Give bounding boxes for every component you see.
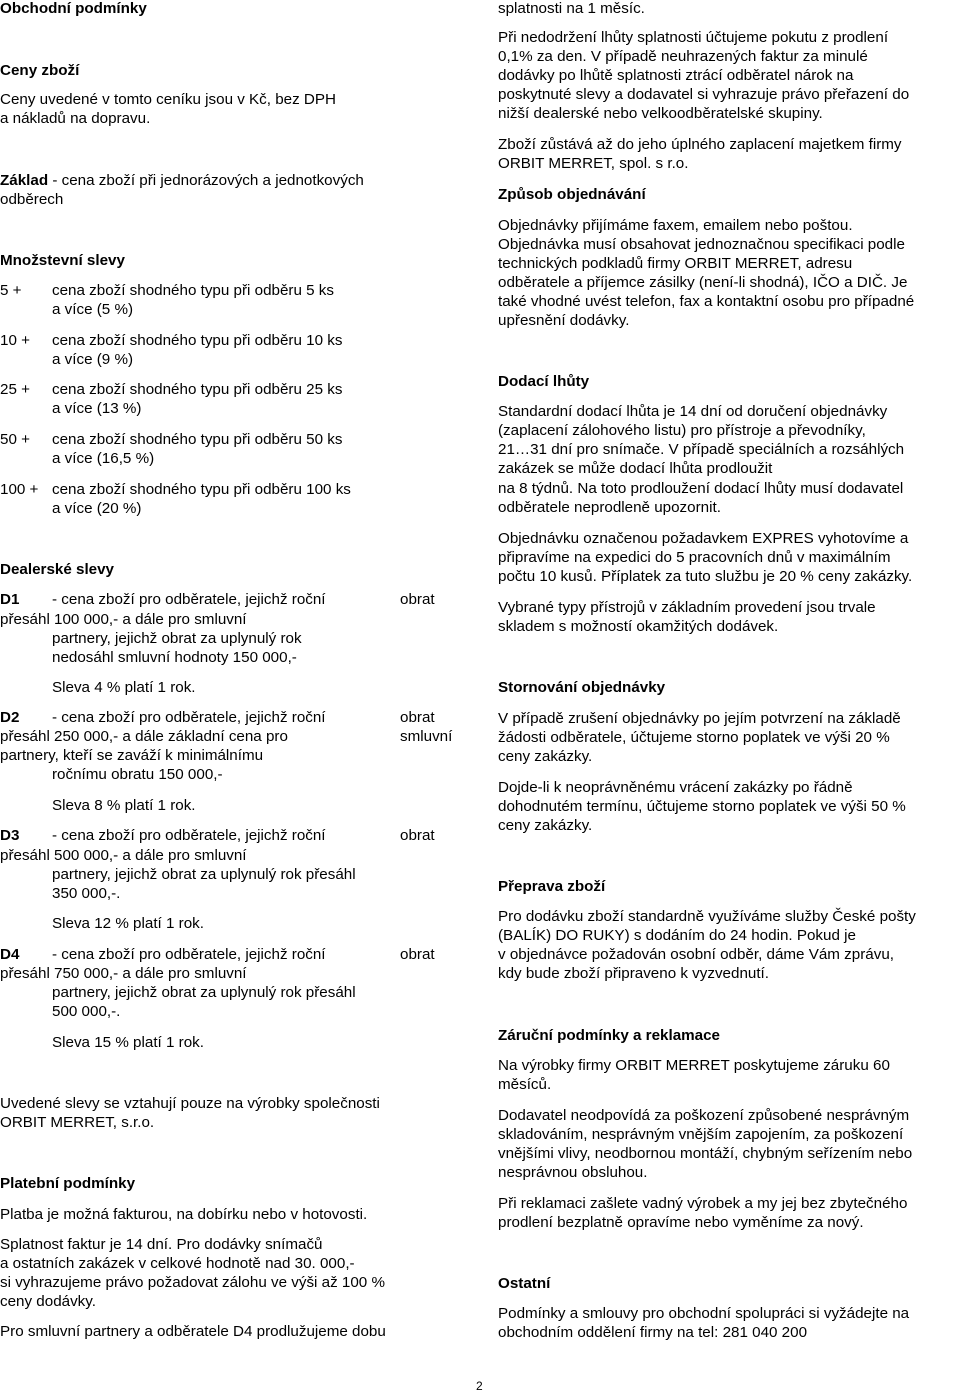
- zaklad-line: odběrech: [0, 191, 64, 208]
- objednavky-line: Objednávky přijímáme faxem, emailem nebo poštou.: [498, 217, 853, 234]
- storno-line: Dojde-li k neoprávněnému vrácení zakázky po řádně: [498, 779, 853, 796]
- dealer-text: - cena zboží pro odběratele, jejichž roční: [52, 591, 326, 608]
- dealer-text: 350 000,-.: [52, 885, 121, 902]
- dealer-sleva: Sleva 12 % platí 1 rok.: [52, 915, 204, 932]
- ostatni-line: obchodním oddělení firmy na tel: 281 040 200: [498, 1324, 808, 1341]
- uvedene-line: Uvedené slevy se vztahují pouze na výrobky společnosti: [0, 1095, 380, 1112]
- ceny-intro-line: Ceny uvedené v tomto ceníku jsou v Kč, bez DPH: [0, 91, 336, 108]
- ceny-intro-line: a nákladů na dopravu.: [0, 110, 151, 127]
- mnozstevni-label: 10 +: [0, 332, 30, 349]
- zaruka-line: měsíců.: [498, 1076, 552, 1093]
- dealer-text: přesáhl 750 000,- a dále pro smluvní: [0, 965, 247, 982]
- expres-line: Objednávku označenou požadavkem EXPRES vyhotovíme a: [498, 530, 909, 547]
- zaklad-label: Základ: [0, 172, 49, 189]
- pokuta-line: Při nedodržení lhůty splatnosti účtujeme pokutu z prodlení: [498, 29, 889, 46]
- platebni-heading: Platební podmínky: [0, 1175, 136, 1192]
- dealer-text: obrat: [400, 709, 435, 726]
- dealer-label: D2: [0, 709, 20, 726]
- objednavky-line: také vhodné uvést telefon, fax a kontaktní osobu pro případné: [498, 293, 915, 310]
- storno-line: V případě zrušení objednávky po jejím potvrzení na základě: [498, 710, 901, 727]
- mnozstevni-text: cena zboží shodného typu při odběru 25 ks: [52, 381, 343, 398]
- document-title: Obchodní podmínky: [0, 0, 147, 17]
- mnozstevni-text: a více (9 %): [52, 351, 134, 368]
- dealer-text: přesáhl 100 000,- a dále pro smluvní: [0, 611, 247, 628]
- dodaci-line: 21…31 dní pro snímače. V případě speciálních a rozsáhlých: [498, 441, 905, 458]
- objednavky-line: odběratele a příjemce zásilky (není-li shodná), IČO a DIČ. Je: [498, 274, 908, 291]
- dodaci-line: na 8 týdnů. Na toto prodloužení dodací lhůty musí dodavatel: [498, 480, 904, 497]
- objednavky-line: technických podkladů firmy ORBIT MERRET, adresu: [498, 255, 853, 272]
- dealer-text: 500 000,-.: [52, 1003, 121, 1020]
- dodaci-line: zakázek se může dodací lhůta prodloužit: [498, 460, 773, 477]
- storno-line: ceny zakázky.: [498, 748, 593, 765]
- mnozstevni-text: cena zboží shodného typu při odběru 5 ks: [52, 282, 334, 299]
- mnozstevni-label: 100 +: [0, 481, 39, 498]
- pokuta-line: dodávky po lhůtě splatnosti ztrácí odběratel nárok na: [498, 67, 854, 84]
- dodaci-line: Standardní dodací lhůta je 14 dní od doručení objednávky: [498, 403, 888, 420]
- splatnosti-line: splatnosti na 1 měsíc.: [498, 0, 645, 17]
- mnozstevni-text: a více (20 %): [52, 500, 142, 517]
- zaruka-line: Na výrobky firmy ORBIT MERRET poskytujeme záruku 60: [498, 1057, 890, 1074]
- uvedene-line: ORBIT MERRET, s.r.o.: [0, 1114, 155, 1131]
- expres-line: počtu 10 kusů. Příplatek za tuto službu je 20 % ceny zakázky.: [498, 568, 913, 585]
- zpusob-heading: Způsob objednávání: [498, 186, 646, 203]
- preprava-line: v objednávce požadován osobní odběr, dáme Vám zprávu,: [498, 946, 894, 963]
- dealer-label: D4: [0, 946, 20, 963]
- dealer-text: smluvní: [400, 728, 453, 745]
- mnozstevni-text: cena zboží shodného typu při odběru 10 ks: [52, 332, 343, 349]
- preprava-line: kdy bude zboží připraveno k vyzvednutí.: [498, 965, 769, 982]
- zarucni-heading: Záruční podmínky a reklamace: [498, 1027, 720, 1044]
- dealer-text: - cena zboží pro odběratele, jejichž roční: [52, 827, 326, 844]
- expres-line: připravíme na expedici do 5 pracovních dnů v maximálním: [498, 549, 891, 566]
- preprava-line: (BALÍK) DO RUKY) s dodáním do 24 hodin. Pokud je: [498, 927, 856, 944]
- dealerske-heading: Dealerské slevy: [0, 561, 115, 578]
- vybrane-line: Vybrané typy přístrojů v základním provedení jsou trvale: [498, 599, 876, 616]
- dealer-text: obrat: [400, 827, 435, 844]
- dodaci-line: (zaplacení zálohového listu) pro přístroje a převodníky,: [498, 422, 866, 439]
- ostatni-heading: Ostatní: [498, 1275, 551, 1292]
- objednavky-line: Objednávka musí obsahovat jednoznačnou specifikaci podle: [498, 236, 905, 253]
- pokuta-line: poskytnuté slevy a dodavatel si vyhrazuje právo přeřazení do: [498, 86, 910, 103]
- dealer-text: obrat: [400, 946, 435, 963]
- reklamace-line: Při reklamaci zašlete vadný výrobek a my jej bez zbytečného: [498, 1195, 908, 1212]
- mnozstevni-label: 50 +: [0, 431, 30, 448]
- dodavatel-line: nesprávnou obsluhou.: [498, 1164, 648, 1181]
- storno-line: žádosti odběratele, účtujeme storno poplatek ve výši 20 %: [498, 729, 890, 746]
- mnozstevni-text: a více (16,5 %): [52, 450, 155, 467]
- mnozstevni-label: 5 +: [0, 282, 22, 299]
- pokuta-line: nižší dealerské nebo velkoodběratelské skupiny.: [498, 105, 823, 122]
- dealer-text: ročnímu obratu 150 000,-: [52, 766, 223, 783]
- zaklad-text: - cena zboží při jednorázových a jednotkových: [48, 172, 364, 189]
- dealer-sleva: Sleva 4 % platí 1 rok.: [52, 679, 196, 696]
- zaklad-line: [0, 171, 364, 191]
- mnozstevni-text: cena zboží shodného typu při odběru 100 ks: [52, 481, 351, 498]
- majetek-line: ORBIT MERRET, spol. s r.o.: [498, 155, 689, 172]
- preprava-heading: Přeprava zboží: [498, 878, 606, 895]
- dealer-text: partnery, jejichž obrat za uplynulý rok přesáhl: [52, 866, 356, 883]
- dealer-text: přesáhl 250 000,- a dále základní cena pro: [0, 728, 288, 745]
- dealer-text: - cena zboží pro odběratele, jejichž roční: [52, 946, 326, 963]
- reklamace-line: prodlení bezplatně opravíme nebo vyměníme za nový.: [498, 1214, 864, 1231]
- storno-line: ceny zakázky.: [498, 817, 593, 834]
- dealer-text: partnery, jejichž obrat za uplynulý rok: [52, 630, 302, 647]
- dealer-text: obrat: [400, 591, 435, 608]
- dealer-text: partnery, jejichž obrat za uplynulý rok přesáhl: [52, 984, 356, 1001]
- dealer-text: nedosáhl smluvní hodnoty 150 000,-: [52, 649, 297, 666]
- vybrane-line: skladem s možností okamžitých dodávek.: [498, 618, 779, 635]
- pokuta-line: 0,1% za den. V případě neuhrazených faktur za minulé: [498, 48, 868, 65]
- storno-heading: Stornování objednávky: [498, 679, 666, 696]
- mnozstevni-text: cena zboží shodného typu při odběru 50 ks: [52, 431, 343, 448]
- splatnost-line: Splatnost faktur je 14 dní. Pro dodávky snímačů: [0, 1236, 323, 1253]
- majetek-line: Zboží zůstává až do jeho úplného zaplacení majetkem firmy: [498, 136, 902, 153]
- dealer-label: D1: [0, 591, 20, 608]
- dealer-text: partnery, kteří se zaváží k minimálnímu: [0, 747, 264, 764]
- smluvni-partneri-line: Pro smluvní partnery a odběratele D4 prodlužujeme dobu: [0, 1323, 386, 1340]
- dodavatel-line: vnějšími vlivy, neodbornou montáží, chybným seřízením nebo: [498, 1145, 913, 1162]
- dodavatel-line: Dodavatel neodpovídá za poškození způsobené nesprávným: [498, 1107, 910, 1124]
- objednavky-line: upřesnění dodávky.: [498, 312, 630, 329]
- dealer-sleva: Sleva 15 % platí 1 rok.: [52, 1034, 204, 1051]
- dodaci-line: odběratele neprodleně upozornit.: [498, 499, 721, 516]
- mnozstevni-text: a více (13 %): [52, 400, 142, 417]
- mnozstevni-text: a více (5 %): [52, 301, 134, 318]
- dodavatel-line: skladováním, nesprávným vnějším zapojením, za poškození: [498, 1126, 904, 1143]
- splatnost-line: ceny dodávky.: [0, 1293, 96, 1310]
- dealer-text: - cena zboží pro odběratele, jejichž roční: [52, 709, 326, 726]
- dodaci-heading: Dodací lhůty: [498, 373, 590, 390]
- page-number: 2: [476, 1379, 483, 1393]
- dealer-text: přesáhl 500 000,- a dále pro smluvní: [0, 847, 247, 864]
- storno-line: dohodnutém termínu, účtujeme storno poplatek ve výši 50 %: [498, 798, 906, 815]
- mnozstevni-label: 25 +: [0, 381, 30, 398]
- splatnost-line: a ostatních zakázek v celkové hodnotě nad 30. 000,-: [0, 1255, 355, 1272]
- dealer-label: D3: [0, 827, 20, 844]
- splatnost-line: si vyhrazujeme právo požadovat zálohu ve výši až 100 %: [0, 1274, 385, 1291]
- ostatni-line: Podmínky a smlouvy pro obchodní spolupráci si vyžádejte na: [498, 1305, 910, 1322]
- platba-line: Platba je možná fakturou, na dobírku nebo v hotovosti.: [0, 1206, 368, 1223]
- preprava-line: Pro dodávku zboží standardně využíváme služby České pošty: [498, 908, 916, 925]
- mnozstevni-heading: Množstevní slevy: [0, 252, 125, 269]
- ceny-heading: Ceny zboží: [0, 62, 80, 79]
- dealer-sleva: Sleva 8 % platí 1 rok.: [52, 797, 196, 814]
